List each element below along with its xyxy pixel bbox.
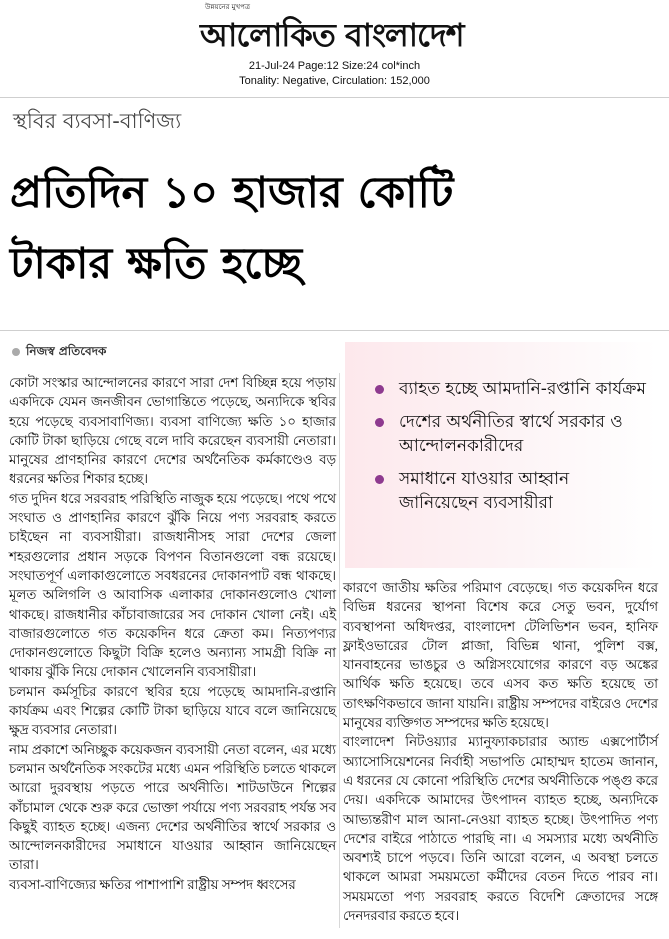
newspaper-masthead (0, 0, 669, 58)
article-kicker: স্থবির ব্যবসা-বাণিজ্য (13, 109, 182, 133)
bullet-icon (375, 385, 384, 394)
header-divider (0, 97, 669, 98)
headline-divider (0, 330, 669, 331)
clip-meta-date-page: 21-Jul-24 Page:12 Size:24 col*inch (248, 60, 421, 72)
paragraph: কারণে জাতীয় ক্ষতির পরিমাণ বেড়েছে। গত কয়েকদিন ধরে বিভিন্ন ধরনের স্থাপনা বিশেষ করে সেতু ভবন, দুর্যোগ ব্যবস্থাপনা অধিদপ্তর, বাংলাদেশ টেলিভিশন ভবন, হানিফ ফ্লাইওভারের টোল প্লাজা, বিভিন্ন থানা, পুলিশ বক্স, যানবাহনের ভাঙচুর ও অগ্নিসংযোগের কারণে বড় অঙ্কের আর্থিক ক্ষতি হয়েছে। তবে এসব কত ক্ষতি হয়েছে তা তাৎক্ষণিকভাবে জানা যায়নি। রাষ্ট্রীয় সম্পদের বাইরেও দেশের মানুষের ব্যক্তিগত সম্পদের ক্ষতি হয়েছে। (343, 580, 658, 731)
paragraph: ব্যবসা-বাণিজ্যের ক্ষতির পাশাপাশি রাষ্ট্রীয় সম্পদ ধ্বংসের (9, 876, 296, 892)
paragraph: বাংলাদেশ নিটওয়্যার ম্যানুফ্যাকচারার অ্যান্ড এক্সপোর্টার্স অ্যাসোসিয়েশনের নির্বাহী সভাপতি মোহাম্মদ হাতেম জানান, এ ধরনের যে কোনো পরিস্থিতি দেশের অর্থনীতিকে পঙ্গু করে দেয়। একদিকে আমাদের উৎপাদন ব্যাহত হচ্ছে, অন্যদিকে আভ্যন্তরীণ মাল আনা-নেওয়া ব্যাহত হচ্ছে। উৎপাদিত পণ্য দেশের বাইরে পাঠাতে পারছি না। এ সমস্যার মধ্যে অর্থনীতি অবশ্যই চাপে পড়বে। তিনি আরো বলেন, এ অবস্থা চলতে থাকলে আমরা সময়মতো কর্মীদের বেতন দিতে পারব না। সময়মতো পণ্য সরবরাহ করতে বিদেশি ক্রেতাদের সঙ্গে দেনদরবার করতে হবে। (343, 734, 658, 924)
masthead-tagline: উন্নয়নের মুখপত্র (205, 3, 251, 11)
column-divider (339, 373, 340, 928)
newspaper-logo: আলোকিত বাংলাদেশ (200, 16, 464, 54)
highlight-text: সমাধানে যাওয়ার আহ্বান জানিয়েছেন ব্যবসায়ীরা (399, 469, 570, 513)
paragraph: নাম প্রকাশে অনিচ্ছুক কয়েকজন ব্যবসায়ী নেতা বলেন, এর মধ্যে চলমান অর্থনৈতিক সংকটের মধ্যে এমন পরিস্থিতি চলতে থাকলে আরো দুরবস্থায় পড়তে পারে অর্থনীতি। শাটডাউনে শিল্পের কাঁচামাল থেকে শুরু করে ভোক্তা পর্যায়ে পণ্য সরবরাহ পর্যন্ত সব কিছুই ব্যাহত হচ্ছে। এজন্য দেশের অর্থনীতির স্বার্থে সরকার ও আন্দোলনকারীদের সমাধানে যাওয়ার আহ্বান জানিয়েছেন তারা। (9, 741, 336, 873)
headline-line-1: প্রতিদিন ১০ হাজার কোটি (10, 168, 454, 218)
highlight-item (375, 410, 653, 458)
paragraph: কোটা সংস্কার আন্দোলনের কারণে সারা দেশ বিচ্ছিন্ন হয়ে পড়ায় একদিকে যেমন জনজীবন ভোগান্তিতে পড়েছে, অন্যদিকে স্থবির হয়ে পড়েছে ব্যবসাবাণিজ্য। ব্যবসা বাণিজ্যে ক্ষতি ১০ হাজার কোটি টাকা ছাড়িয়ে গেছে বলে দাবি করেছেন ব্যবসায়ী নেতারা। মানুষের প্রাণহানির কারণে দেশের অর্থনৈতিক কর্মকাণ্ডেও বড় ধরনের ক্ষতির শিকার হচ্ছে। (9, 375, 336, 487)
byline-dot-icon (12, 348, 20, 356)
article-column-left (9, 373, 336, 894)
article-byline (12, 343, 106, 363)
paragraph: গত দুদিন ধরে সরবরাহ পরিস্থিতি নাজুক হয়ে পড়েছে। পথে পথে সংঘাত ও প্রাণহানির কারণে ঝুঁকি নিয়ে পণ্য সরবরাহ করতে চাইছেন না ব্যবসায়ীরা। রাজধানীসহ সারা দেশের জেলা শহরগুলোর প্রধান সড়কে বিপণন বিতানগুলো বন্ধ রয়েছে। সংঘাতপূর্ণ এলাকাগুলোতে সবধরনের দোকানপাট বন্ধ থাকছে। মূলত অলিগলি ও আবাসিক এলাকার দোকানগুলোও খোলা থাকছে। রাজধানীর কাঁচাবাজারের সব দোকান খোলা নেই। এই বাজারগুলোতে গত কয়েকদিন ধরে ক্রেতা কম। নিত্যপণ্যর দোকানগুলোতে কিছুটা বিক্রি হলেও অন্যান্য সামগ্রী বিক্রি না থাকায় ঝুঁকি নিয়ে দোকান খোলেননি ব্যবসায়ীরা। (9, 490, 336, 680)
clip-meta-tonality: Tonality: Negative, Circulation: 152,000 (239, 75, 430, 87)
highlights-box (345, 342, 657, 568)
bullet-icon (375, 418, 384, 427)
headline-line-2: টাকার ক্ষতি হচ্ছে (10, 239, 303, 289)
highlight-item (375, 377, 653, 401)
bullet-icon (375, 475, 384, 484)
highlight-text: ব্যাহত হচ্ছে আমদানি-রপ্তানি কার্যক্রম (399, 379, 646, 399)
paragraph: চলমান কর্মসূচির কারণে স্থবির হয়ে পড়েছে আমদানি-রপ্তানি কার্যক্রম এবং শিল্পের কোটি টাকা ছাড়িয়ে যাবে বলে জানিয়েছে ক্ষুদ্র ব্যবসার নেতারা। (9, 683, 336, 738)
highlight-item (375, 467, 653, 515)
article-column-right (343, 578, 658, 925)
highlight-text: দেশের অর্থনীতির স্বার্থে সরকার ও আন্দোলনকারীদের (399, 412, 623, 456)
byline-text: নিজস্ব প্রতিবেদক (26, 344, 107, 358)
